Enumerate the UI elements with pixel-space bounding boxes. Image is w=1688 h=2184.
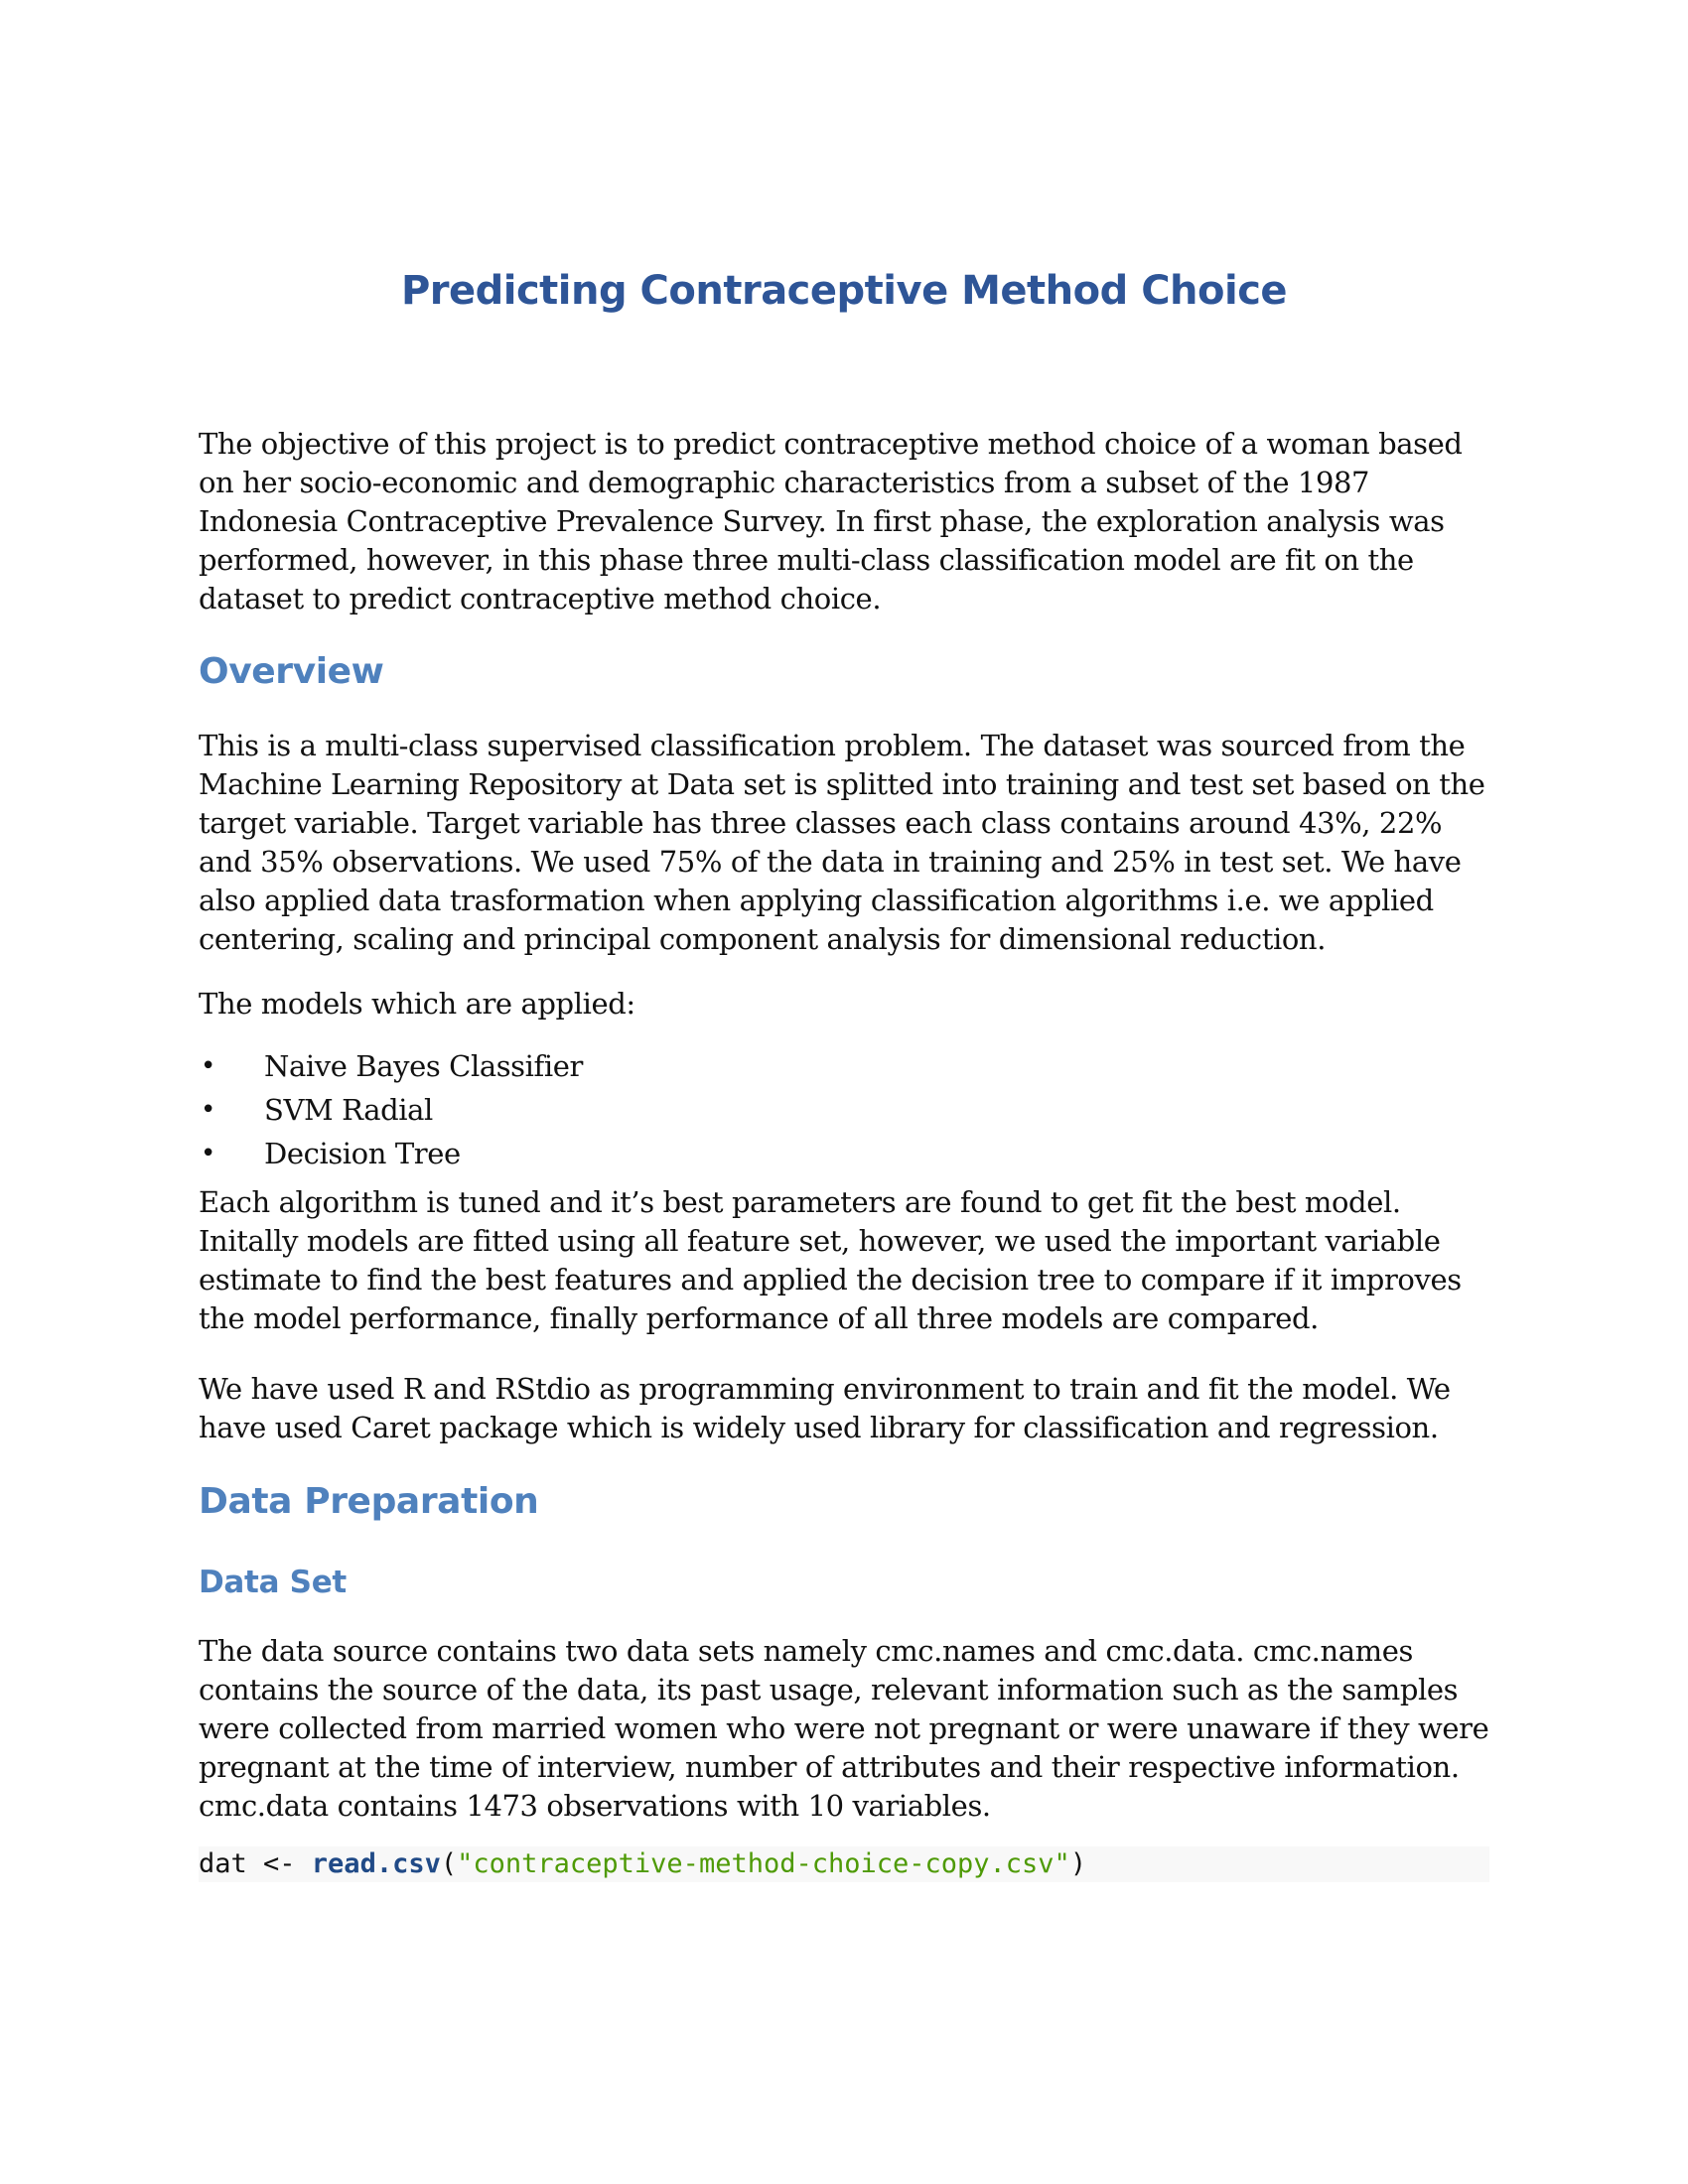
bullet-icon: •	[201, 1095, 215, 1125]
model-name: Decision Tree	[264, 1137, 461, 1170]
code-function: read.csv	[311, 1848, 441, 1879]
tuning-paragraph: Each algorithm is tuned and it’s best parameters are found to get fit the best model. Initally models are fitted using all feature set, however, we used the important variable estimate to find the best features and applied the decision tree to compare if it improves the model performance, finally performance of all three models are compared.	[199, 1185, 1462, 1335]
code-open-paren: (	[440, 1848, 458, 1879]
page-title: Predicting Contraceptive Method Choice	[400, 268, 1288, 314]
data-preparation-heading: Data Preparation	[199, 1481, 539, 1522]
models-intro: The models which are applied:	[199, 987, 635, 1021]
bullet-icon: •	[201, 1139, 215, 1168]
list-item	[199, 1088, 1489, 1132]
list-item	[199, 1044, 1489, 1088]
overview-paragraph: This is a multi-class supervised classification problem. The dataset was sourced from the Machine Learning Repository at Data set is splitted into training and test set based on the target variable. Target variable has three classes each class contains around 43%, 22% and 35% observations. We used 75% of the data in training and 25% in test set. We have also applied data trasformation when applying classification algorithms i.e. we applied centering, scaling and principal component analysis for dimensional reduction.	[199, 729, 1485, 956]
intro-paragraph: The objective of this project is to predict contraceptive method choice of a woman based on her socio-economic and demographic characteristics from a subset of the 1987 Indonesia Contraceptive Prevalence Survey. In first phase, the exploration analysis was performed, however, in this phase three multi-class classification model are fit on the dataset to predict contraceptive method choice.	[199, 427, 1463, 615]
data-set-paragraph: The data source contains two data sets namely cmc.names and cmc.data. cmc.names contains the source of the data, its past usage, relevant information such as the samples were collected from married women who were not pregnant or were unaware if they were pregnant at the time of interview, number of attributes and their respective information. cmc.data contains 1473 observations with 10 variables.	[199, 1634, 1489, 1823]
data-set-subheading: Data Set	[199, 1565, 347, 1600]
list-item	[199, 1132, 1489, 1175]
code-variable: dat <-	[199, 1848, 312, 1879]
code-string-argument: "contraceptive-method-choice-copy.csv"	[457, 1848, 1070, 1879]
code-close-paren: )	[1069, 1848, 1087, 1879]
models-list	[199, 1044, 1489, 1175]
bullet-icon: •	[201, 1051, 215, 1081]
model-name: Naive Bayes Classifier	[264, 1049, 583, 1083]
overview-heading: Overview	[199, 651, 384, 692]
model-name: SVM Radial	[264, 1093, 433, 1127]
environment-paragraph: We have used R and RStdio as programming environment to train and fit the model. We have used Caret package which is widely used library for classification and regression.	[199, 1372, 1451, 1444]
code-block	[199, 1846, 1489, 1882]
